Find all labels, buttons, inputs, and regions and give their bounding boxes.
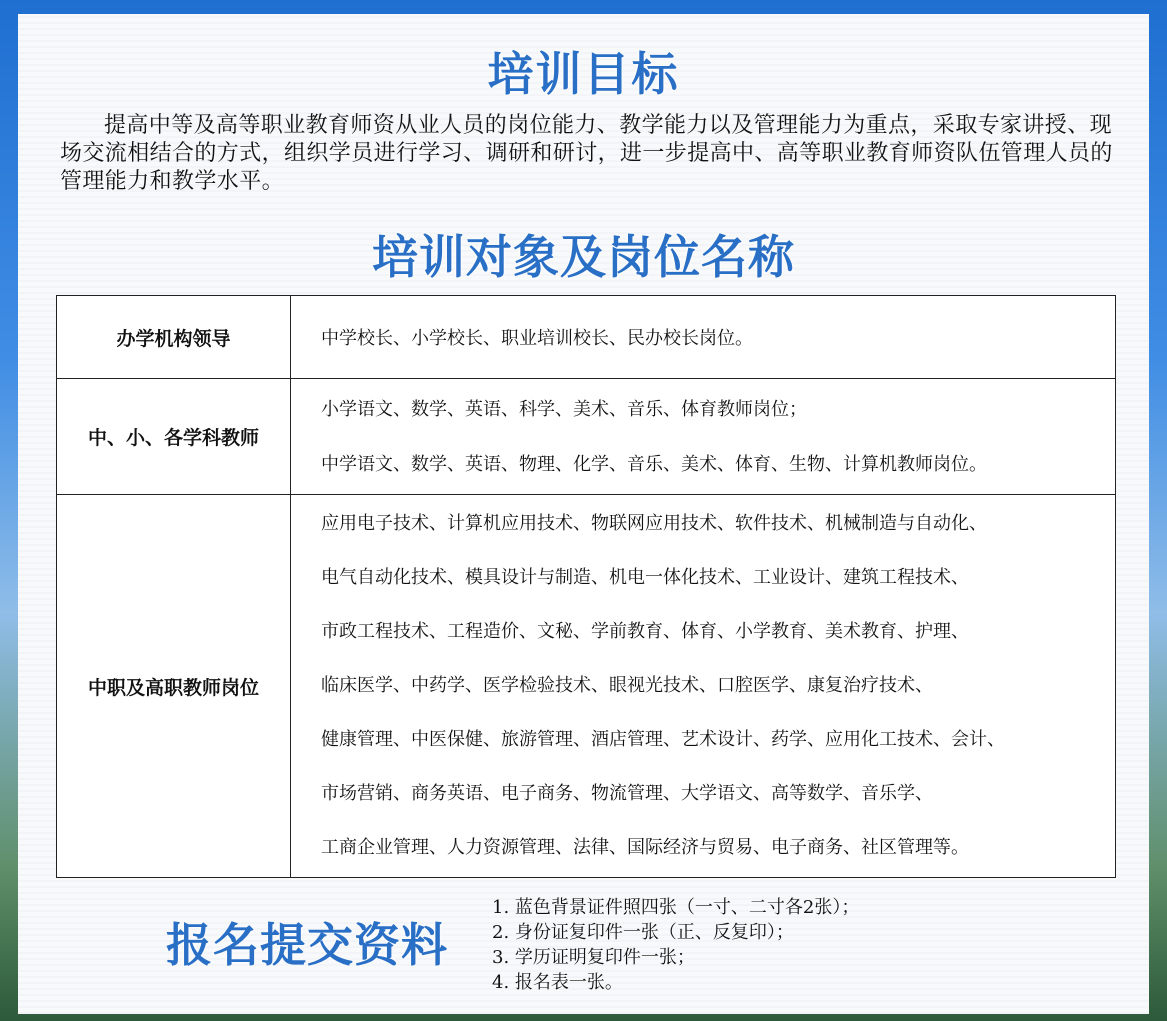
positions-line: 健康管理、中医保健、旅游管理、酒店管理、艺术设计、药学、应用化工技术、会计、 (321, 729, 1005, 750)
positions-line: 中学校长、小学校长、职业培训校长、民办校长岗位。 (321, 328, 753, 349)
category-cell: 中职及高职教师岗位 (57, 495, 291, 878)
positions-line: 工商企业管理、人力资源管理、法律、国际经济与贸易、电子商务、社区管理等。 (321, 837, 969, 858)
positions-cell (291, 379, 1116, 495)
positions-cell (291, 296, 1116, 379)
positions-line: 小学语文、数学、英语、科学、美术、音乐、体育教师岗位； (321, 398, 807, 420)
list-item: 1. 蓝色背景证件照四张（一寸、二寸各2张）； (492, 897, 860, 918)
category-cell: 中、小、各学科教师 (57, 379, 291, 495)
targets-table (56, 295, 1116, 878)
positions-line: 中学语文、数学、英语、物理、化学、音乐、美术、体育、生物、计算机教师岗位。 (321, 453, 987, 475)
goal-paragraph: 提高中等及高等职业教育师资从业人员的岗位能力、教学能力以及管理能力为重点，采取专家讲授、现场交流相结合的方式，组织学员进行学习、调研和研讨，进一步提高中、高等职业教育师资队伍管理人员的管理能力和教学水平。 (60, 113, 1113, 194)
list-item: 2. 身份证复印件一张（正、反复印）； (492, 922, 794, 943)
submission-title: 报名提交资料 (166, 918, 448, 972)
positions-line: 应用电子技术、计算机应用技术、物联网应用技术、软件技术、机械制造与自动化、 (321, 513, 987, 534)
list-item: 3. 学历证明复印件一张； (492, 947, 695, 968)
info-sheet (18, 14, 1149, 1014)
positions-line: 市场营销、商务英语、电子商务、物流管理、大学语文、高等数学、音乐学、 (321, 783, 933, 804)
category-cell: 办学机构领导 (57, 296, 291, 379)
goal-title: 培训目标 (487, 47, 680, 101)
table-row (57, 379, 1116, 495)
table-row (57, 495, 1116, 878)
submission-list (492, 895, 859, 995)
positions-line: 市政工程技术、工程造价、文秘、学前教育、体育、小学教育、美术教育、护理、 (321, 621, 969, 642)
table-row (57, 296, 1116, 379)
positions-line: 电气自动化技术、模具设计与制造、机电一体化技术、工业设计、建筑工程技术、 (321, 567, 969, 588)
positions-line: 临床医学、中药学、医学检验技术、眼视光技术、口腔医学、康复治疗技术、 (321, 675, 933, 696)
positions-cell (291, 495, 1116, 878)
list-item: 4. 报名表一张。 (492, 972, 623, 993)
targets-title: 培训对象及岗位名称 (372, 230, 795, 284)
